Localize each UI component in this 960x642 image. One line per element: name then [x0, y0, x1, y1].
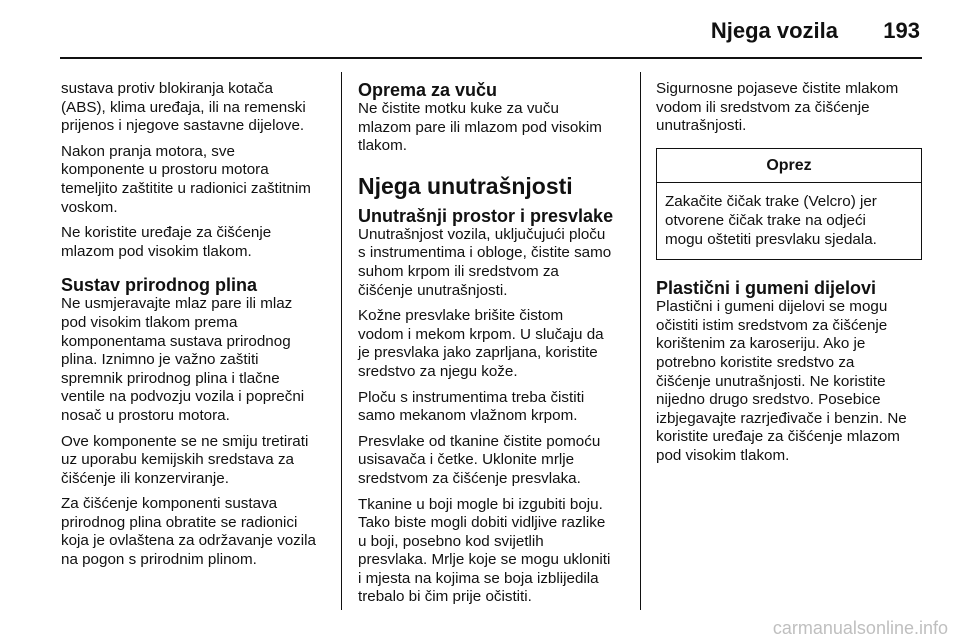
text-line: komponente u prostoru motora	[61, 161, 269, 179]
text-line: na pogon s prirodnim plinom.	[61, 551, 257, 569]
text-line: ventile na podvozju vozila i poprečni	[61, 388, 305, 406]
text-line: Sigurnosne pojaseve čistite mlakom	[656, 80, 899, 97]
paragraph	[656, 298, 922, 465]
text-line: unutrašnjosti.	[656, 117, 747, 135]
paragraph	[61, 143, 331, 217]
column-1	[61, 80, 331, 577]
text-line: Presvlake od tkanine čistite pomoću	[358, 432, 601, 450]
text-line: tlakom.	[358, 137, 407, 155]
paragraph	[358, 226, 626, 300]
text-line: Ne koristite uređaje za čišćenje	[61, 224, 272, 242]
paragraph	[656, 80, 922, 136]
text-line: s instrumentima i obloge, čistite samo	[358, 244, 612, 262]
text-line: temeljito zaštitite u radionici zaštitnim	[61, 179, 311, 197]
text-line: nosač u prostoru motora.	[61, 406, 230, 424]
section-heading-towing: Oprema za vuču	[358, 80, 498, 100]
text-line: čišćenje unutrašnjosti.	[358, 281, 508, 299]
text-line: sustava protiv blokiranja kotača	[61, 80, 273, 97]
text-line: Tkanine u boji mogle bi izgubiti boju.	[358, 495, 603, 513]
text-line: spremnik prirodnog plina i tlačne	[61, 369, 280, 387]
text-line: samo mekanom vlažnom krpom.	[358, 407, 578, 425]
text-line: izbjegavajte razrjeđivače i benzin. Ne	[656, 409, 907, 427]
paragraph	[358, 433, 626, 489]
caution-box	[656, 148, 922, 260]
text-line: mlazom pod visokim tlakom.	[61, 242, 252, 260]
text-line: trebalo bi čim prije očistiti.	[358, 588, 532, 606]
text-line: presvlaka. Mrlje koje se mogu ukloniti	[358, 551, 611, 569]
watermark-text: carmanualsonline.info	[772, 618, 948, 638]
text-line: suhom krpom ili sredstvom za	[358, 262, 559, 280]
section-heading-plastic-rubber: Plastični i gumeni dijelovi	[656, 278, 877, 299]
text-line: Kožne presvlake brišite čistom	[358, 307, 564, 325]
paragraph	[358, 496, 626, 608]
column-divider-1	[341, 72, 342, 610]
text-line: Za čišćenje komponenti sustava	[61, 495, 278, 513]
paragraph	[358, 307, 626, 381]
paragraph	[61, 433, 331, 489]
text-line: pod visokim tlakom.	[656, 446, 790, 464]
text-line: Plastični i gumeni dijelovi se mogu	[656, 298, 888, 316]
text-line: Ove komponente se ne smiju tretirati	[61, 432, 309, 450]
text-line: uz uporabu kemijskih sredstava za	[61, 451, 294, 469]
column-3	[656, 80, 922, 473]
text-line: komponentama sustava prirodnog	[61, 332, 291, 350]
page-header	[60, 12, 922, 52]
section-heading-interior: Unutrašnji prostor i presvlake	[358, 205, 614, 226]
text-line: vodom ili sredstvom za čišćenje	[656, 98, 870, 116]
text-line: sredstvo za njegu kože.	[358, 362, 518, 380]
text-line: otvorene čičak trake na odjeći	[665, 211, 866, 229]
text-line: pod visokim tlakom prema	[61, 313, 238, 331]
caution-text	[657, 183, 921, 259]
section-heading-natural-gas: Sustav prirodnog plina	[61, 275, 258, 296]
text-line: Ploču s instrumentima treba čistiti	[358, 388, 585, 406]
text-line: prijenos i njegove sastavne dijelove.	[61, 117, 305, 135]
text-line: Ne usmjeravajte mlaz pare ili mlaz	[61, 295, 293, 313]
text-line: (ABS), klima uređaja, ili na remenski	[61, 98, 306, 116]
text-line: Unutrašnjost vozila, uključujući ploču	[358, 225, 606, 243]
paragraph	[61, 495, 331, 569]
header-rule	[60, 57, 922, 59]
column-2	[358, 80, 626, 614]
text-line: voskom.	[61, 198, 118, 216]
text-line: čišćenje unutrašnjosti. Ne koristite	[656, 372, 886, 390]
text-line: plina. Iznimno je važno zaštiti	[61, 351, 259, 369]
text-line: mlazom pare ili mlazom pod visokim	[358, 118, 602, 136]
page-title: Njega vozila	[710, 18, 838, 43]
text-line: usisavača i četke. Uklonite mrlje	[358, 451, 575, 469]
text-line: korištenim za karoseriju. Ako je	[656, 335, 866, 353]
text-line: Ne čistite motku kuke za vuču	[358, 100, 559, 117]
text-line: je presvlaka jako zaprljana, koristite	[358, 344, 598, 362]
text-line: prirodnog plina obratite se radionici	[61, 513, 298, 531]
text-line: koja je ovlaštena za održavanje vozila	[61, 532, 316, 550]
text-line: koristite uređaje za čišćenje mlazom	[656, 428, 900, 446]
text-line: čišćenje ili konzerviranje.	[61, 469, 229, 487]
paragraph	[61, 80, 331, 136]
paragraph	[61, 224, 331, 261]
text-line: Tako biste mogli dobiti vidljive razlike	[358, 514, 606, 532]
text-line: nijedno drugo sredstvo. Posebice	[656, 391, 881, 409]
paragraph	[358, 100, 626, 156]
chapter-heading-interior-care: Njega unutrašnjosti	[358, 172, 573, 199]
text-line: sredstvom za čišćenje presvlaka.	[358, 469, 581, 487]
page-number: 193	[883, 18, 920, 43]
text-line: mogu oštetiti presvlaku sjedala.	[665, 230, 877, 248]
text-line: vodom i mekom krpom. U slučaju da	[358, 325, 604, 343]
text-line: potrebno koristite sredstvo za	[656, 353, 855, 371]
paragraph	[61, 295, 331, 425]
text-line: Nakon pranja motora, sve	[61, 142, 235, 160]
text-line: u boji, posebno kod svijetlih	[358, 532, 544, 550]
caution-title: Oprez	[657, 149, 921, 184]
text-line: i mjesta na kojima se boja izblijedila	[358, 569, 599, 587]
text-line: Zakačite čičak trake (Velcro) jer	[665, 193, 877, 211]
text-line: očistiti istim sredstvom za čišćenje	[656, 316, 888, 334]
column-divider-2	[640, 72, 641, 610]
paragraph	[358, 389, 626, 426]
